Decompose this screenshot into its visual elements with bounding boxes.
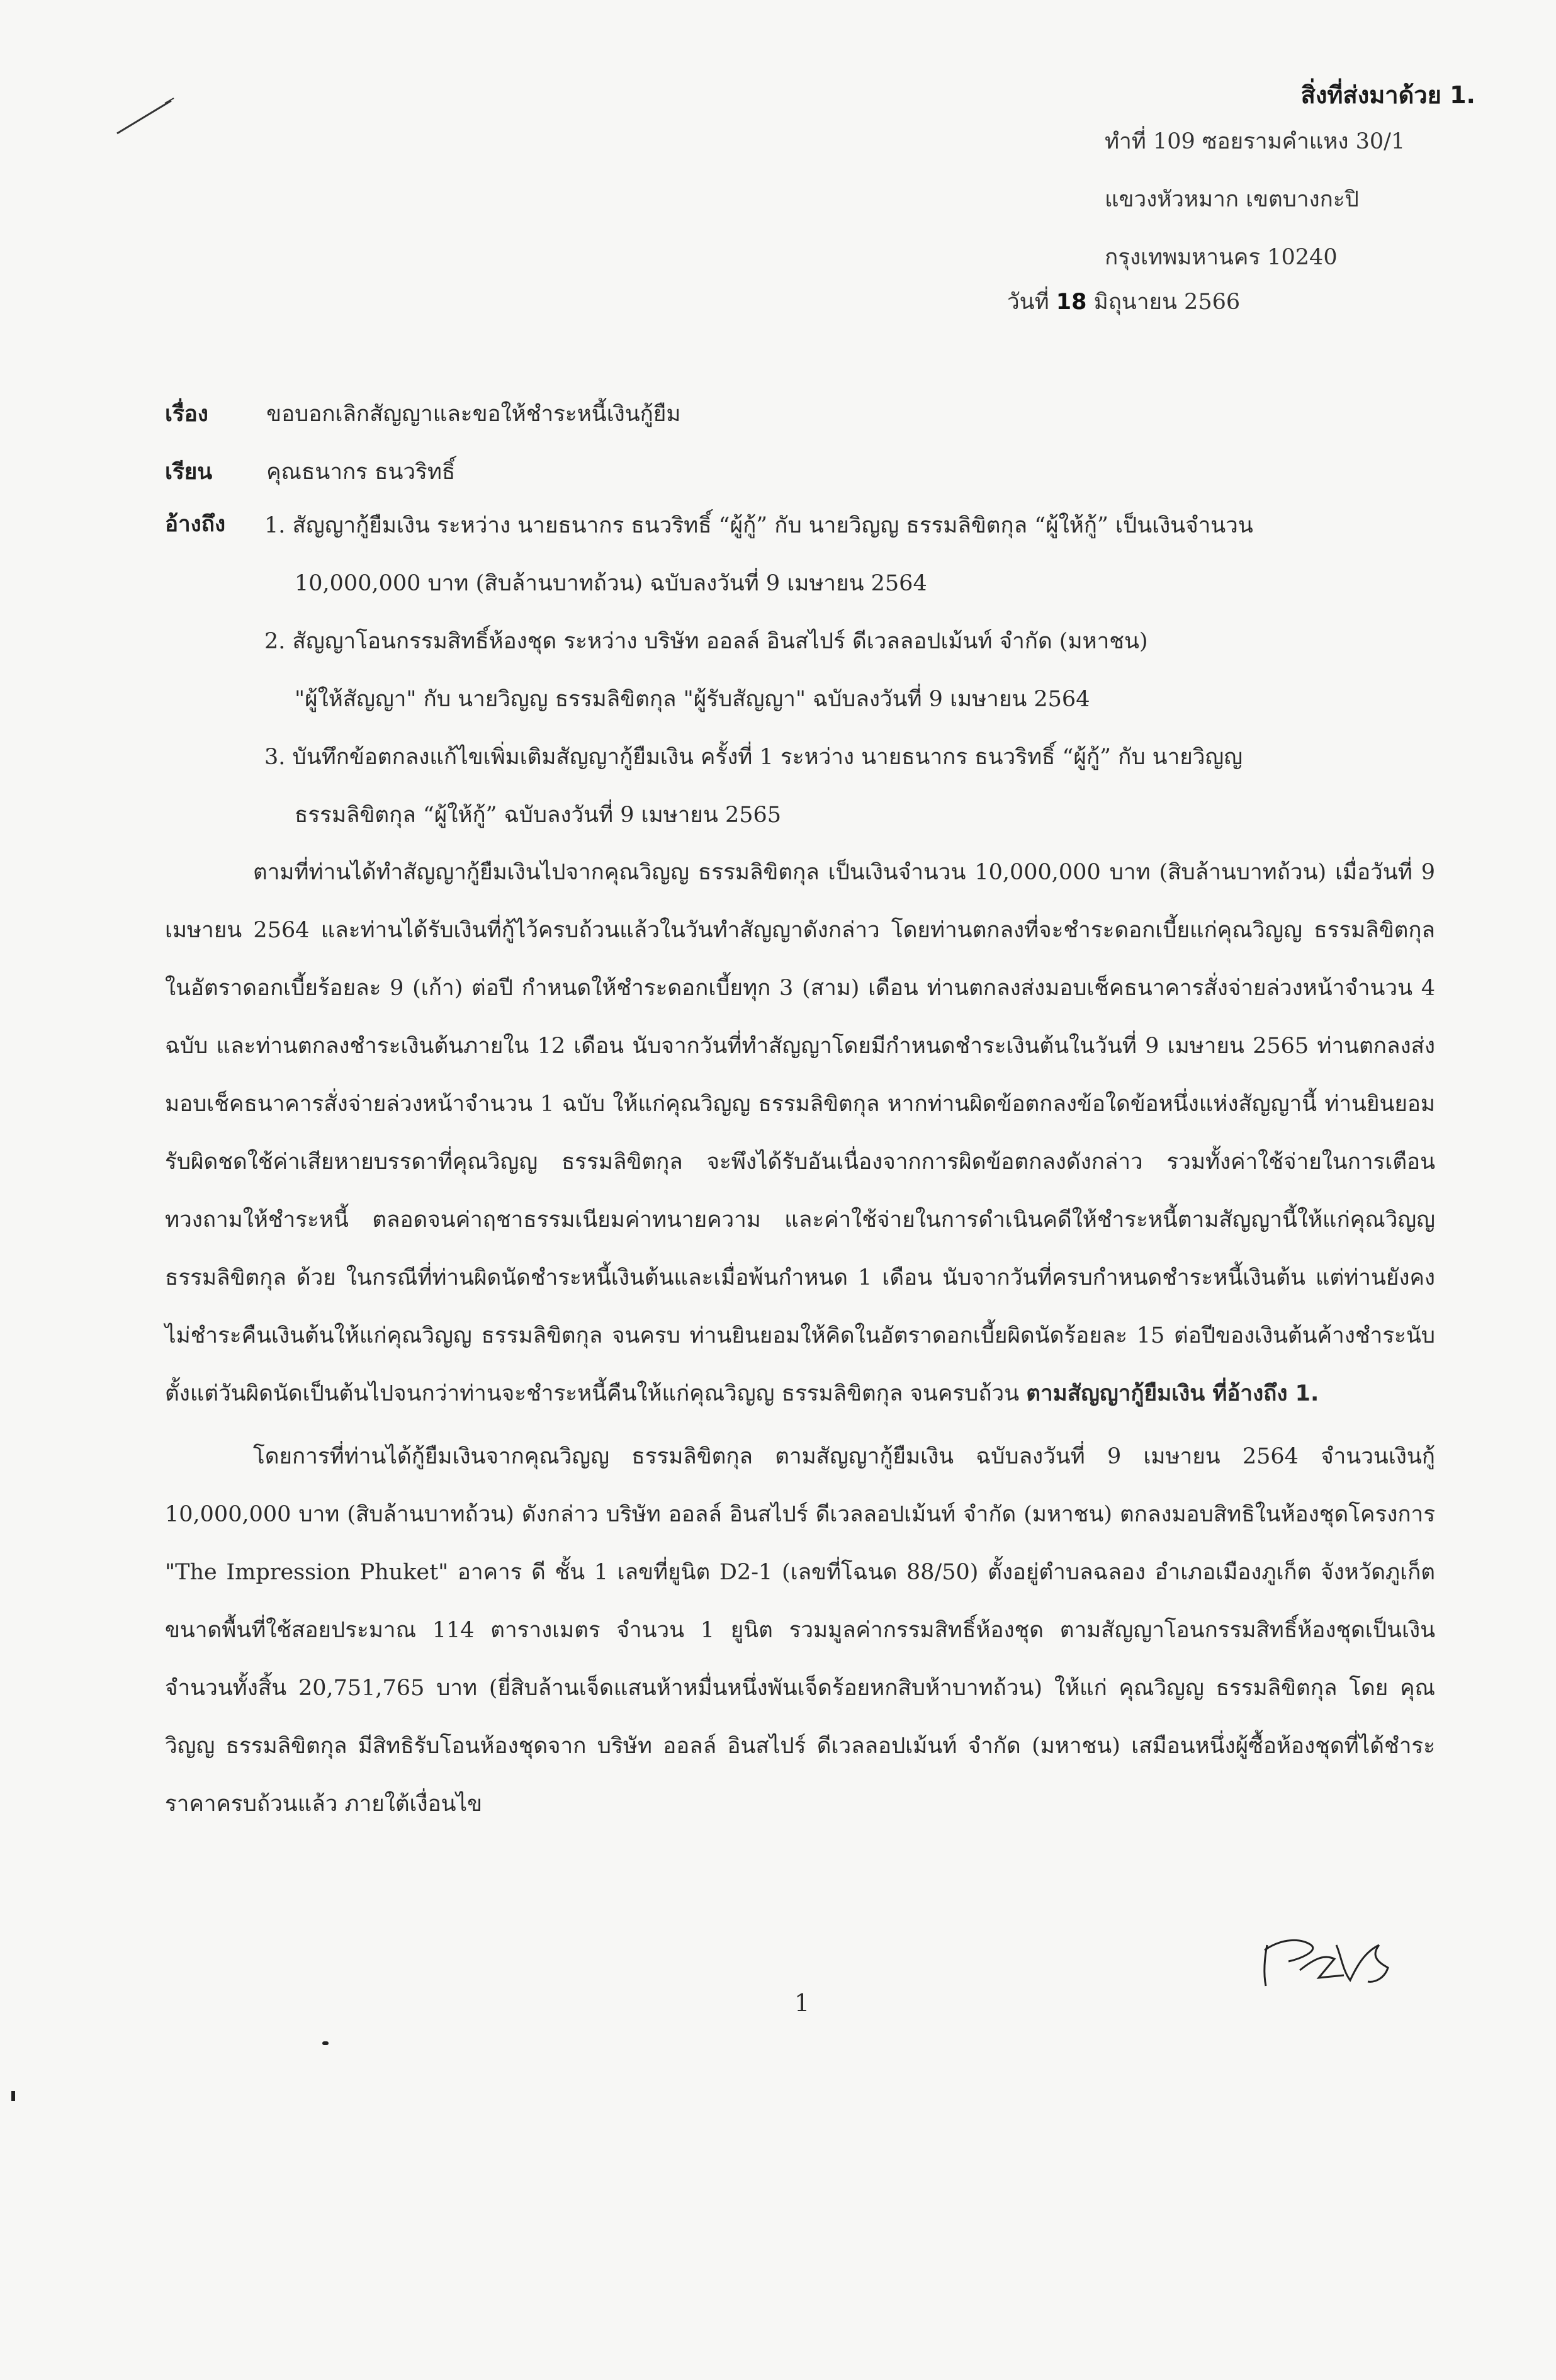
letter-date	[1007, 285, 1240, 319]
body-paragraph	[165, 843, 1435, 1423]
signature-icon	[1256, 1920, 1407, 1995]
subject-row	[165, 397, 680, 431]
reference-line: 2. สัญญาโอนกรรมสิทธิ์ห้องชุด ระหว่าง บริษัท ออลล์ อินสไปร์ ดีเวลลอปเม้นท์ จำกัด (มหาชน)	[264, 629, 1148, 654]
to-label: เรียน	[165, 459, 213, 485]
scan-mark-icon	[11, 2091, 15, 2101]
reference-line: ธรรมลิขิตกุล “ผู้ให้กู้” ฉบับลงวันที่ 9 เมษายน 2565	[295, 803, 782, 828]
reference-line: 3. บันทึกข้อตกลงแก้ไขเพิ่มเติมสัญญากู้ยืมเงิน ครั้งที่ 1 ระหว่าง นายธนากร ธนวริทธิ์ “ผู้กู้” กับ นายวิญญ	[264, 745, 1243, 770]
to-row	[165, 454, 455, 489]
date-prefix: วันที่	[1007, 290, 1049, 315]
address-line: กรุงเทพมหานคร 10240	[1105, 245, 1338, 270]
attachment-label: สิ่งที่ส่งมาด้วย 1.	[1300, 81, 1475, 109]
paragraph-bold-reference: ตามสัญญากู้ยืมเงิน ที่อ้างถึง 1.	[1026, 1381, 1319, 1406]
address-line: ทำที่ 109 ซอยรามคำแหง 30/1	[1105, 129, 1406, 154]
references-label-row	[165, 507, 259, 541]
address-line: แขวงหัวหมาก เขตบางกะปิ	[1105, 187, 1359, 212]
letter-body	[165, 843, 1435, 1838]
references-label: อ้างถึง	[165, 511, 226, 537]
date-day: 18	[1056, 290, 1087, 315]
to-text: คุณธนากร ธนวริทธิ์	[266, 460, 456, 485]
paragraph-text: โดยการที่ท่านได้กู้ยืมเงินจากคุณวิญญ ธรรมลิขิตกุล ตามสัญญากู้ยืมเงิน ฉบับลงวันที่ 9 เมษายน 2564 จำนวนเงินกู้ 10,000,000 บาท (สิบล้านบาทถ้วน) ดังกล่าว บริษัท ออลล์ อินสไปร์ ดีเวลลอปเม้นท์ จำกัด (มหาชน) ตกลงมอบสิทธิในห้องชุดโครงการ "The Impression Phuket" อาคาร ดี ชั้น 1 เลขที่ยูนิต D2-1 (เลขที่โฉนด 88/50) ตั้งอยู่ตำบลฉลอง อำเภอเมืองภูเก็ต จังหวัดภูเก็ต ขนาดพื้นที่ใช้สอยประมาณ 114 ตารางเมตร จำนวน 1 ยูนิต รวมมูลค่ากรรมสิทธิ์ห้องชุด ตามสัญญาโอนกรรมสิทธิ์ห้องชุดเป็นเงินจำนวนทั้งสิ้น 20,751,765 บาท (ยี่สิบล้านเจ็ดแสนห้าหมื่นหนึ่งพันเจ็ดร้อยหกสิบห้าบาทถ้วน) ให้แก่ คุณวิญญ ธรรมลิขิตกุล โดย คุณวิญญ ธรรมลิขิตกุล มีสิทธิรับโอนห้องชุดจาก บริษัท ออลล์ อินสไปร์ ดีเวลลอปเม้นท์ จำกัด (มหาชน) เสมือนหนึ่งผู้ซื้อห้องชุดที่ได้ชำระราคาครบถ้วนแล้ว ภายใต้เงื่อนไข	[165, 1444, 1435, 1817]
reference-line: 1. สัญญากู้ยืมเงิน ระหว่าง นายธนากร ธนวริทธิ์ “ผู้กู้” กับ นายวิญญ ธรรมลิขิตกุล “ผู้ให้กู้” เป็นเงินจำนวน	[264, 513, 1253, 538]
page-number: 1	[794, 1989, 810, 2017]
references-list	[264, 507, 1435, 854]
subject-label: เรื่อง	[165, 401, 208, 427]
reference-line: 10,000,000 บาท (สิบล้านบาทถ้วน) ฉบับลงวันที่ 9 เมษายน 2564	[295, 571, 927, 596]
sender-address	[1105, 123, 1405, 296]
date-month-year: มิถุนายน 2566	[1093, 290, 1241, 315]
reference-line: "ผู้ให้สัญญา" กับ นายวิญญ ธรรมลิขิตกุล "ผู้รับสัญญา" ฉบับลงวันที่ 9 เมษายน 2564	[295, 687, 1090, 712]
scan-mark-icon	[322, 2041, 329, 2045]
pen-mark-icon	[113, 94, 176, 138]
body-paragraph	[165, 1428, 1435, 1833]
paragraph-text: ตามที่ท่านได้ทำสัญญากู้ยืมเงินไปจากคุณวิญญ ธรรมลิขิตกุล เป็นเงินจำนวน 10,000,000 บาท (สิบล้านบาทถ้วน) เมื่อวันที่ 9 เมษายน 2564 และท่านได้รับเงินที่กู้ไว้ครบถ้วนแล้วในวันทำสัญญาดังกล่าว โดยท่านตกลงที่จะชำระดอกเบี้ยแก่คุณวิญญ ธรรมลิขิตกุล ในอัตราดอกเบี้ยร้อยละ 9 (เก้า) ต่อปี กำหนดให้ชำระดอกเบี้ยทุก 3 (สาม) เดือน ท่านตกลงส่งมอบเช็คธนาคารสั่งจ่ายล่วงหน้าจำนวน 4 ฉบับ และท่านตกลงชำระเงินต้นภายใน 12 เดือน นับจากวันที่ทำสัญญาโดยมีกำหนดชำระเงินต้นในวันที่ 9 เมษายน 2565 ท่านตกลงส่งมอบเช็คธนาคารสั่งจ่ายล่วงหน้าจำนวน 1 ฉบับ ให้แก่คุณวิญญ ธรรมลิขิตกุล หากท่านผิดข้อตกลงข้อใดข้อหนึ่งแห่งสัญญานี้ ท่านยินยอมรับผิดชดใช้ค่าเสียหายบรรดาที่คุณวิญญ ธรรมลิขิตกุล จะพึงได้รับอันเนื่องจากการผิดข้อตกลงดังกล่าว รวมทั้งค่าใช้จ่ายในการเตือน ทวงถามให้ชำระหนี้ ตลอดจนค่าฤชาธรรมเนียมค่าทนายความ และค่าใช้จ่ายในการดำเนินคดีให้ชำระหนี้ตามสัญญานี้ให้แก่คุณวิญญ ธรรมลิขิตกุล ด้วย ในกรณีที่ท่านผิดนัดชำระหนี้เงินต้นและเมื่อพ้นกำหนด 1 เดือน นับจากวันที่ครบกำหนดชำระหนี้เงินต้น แต่ท่านยังคงไม่ชำระคืนเงินต้นให้แก่คุณวิญญ ธรรมลิขิตกุล จนครบ ท่านยินยอมให้คิดในอัตราดอกเบี้ยผิดนัดร้อยละ 15 ต่อปีของเงินต้นค้างชำระนับตั้งแต่วันผิดนัดเป็นต้นไปจนกว่าท่านจะชำระหนี้คืนให้แก่คุณวิญญ ธรรมลิขิตกุล จนครบถ้วน	[165, 860, 1435, 1406]
subject-text: ขอบอกเลิกสัญญาและขอให้ชำระหนี้เงินกู้ยืม	[266, 402, 681, 427]
